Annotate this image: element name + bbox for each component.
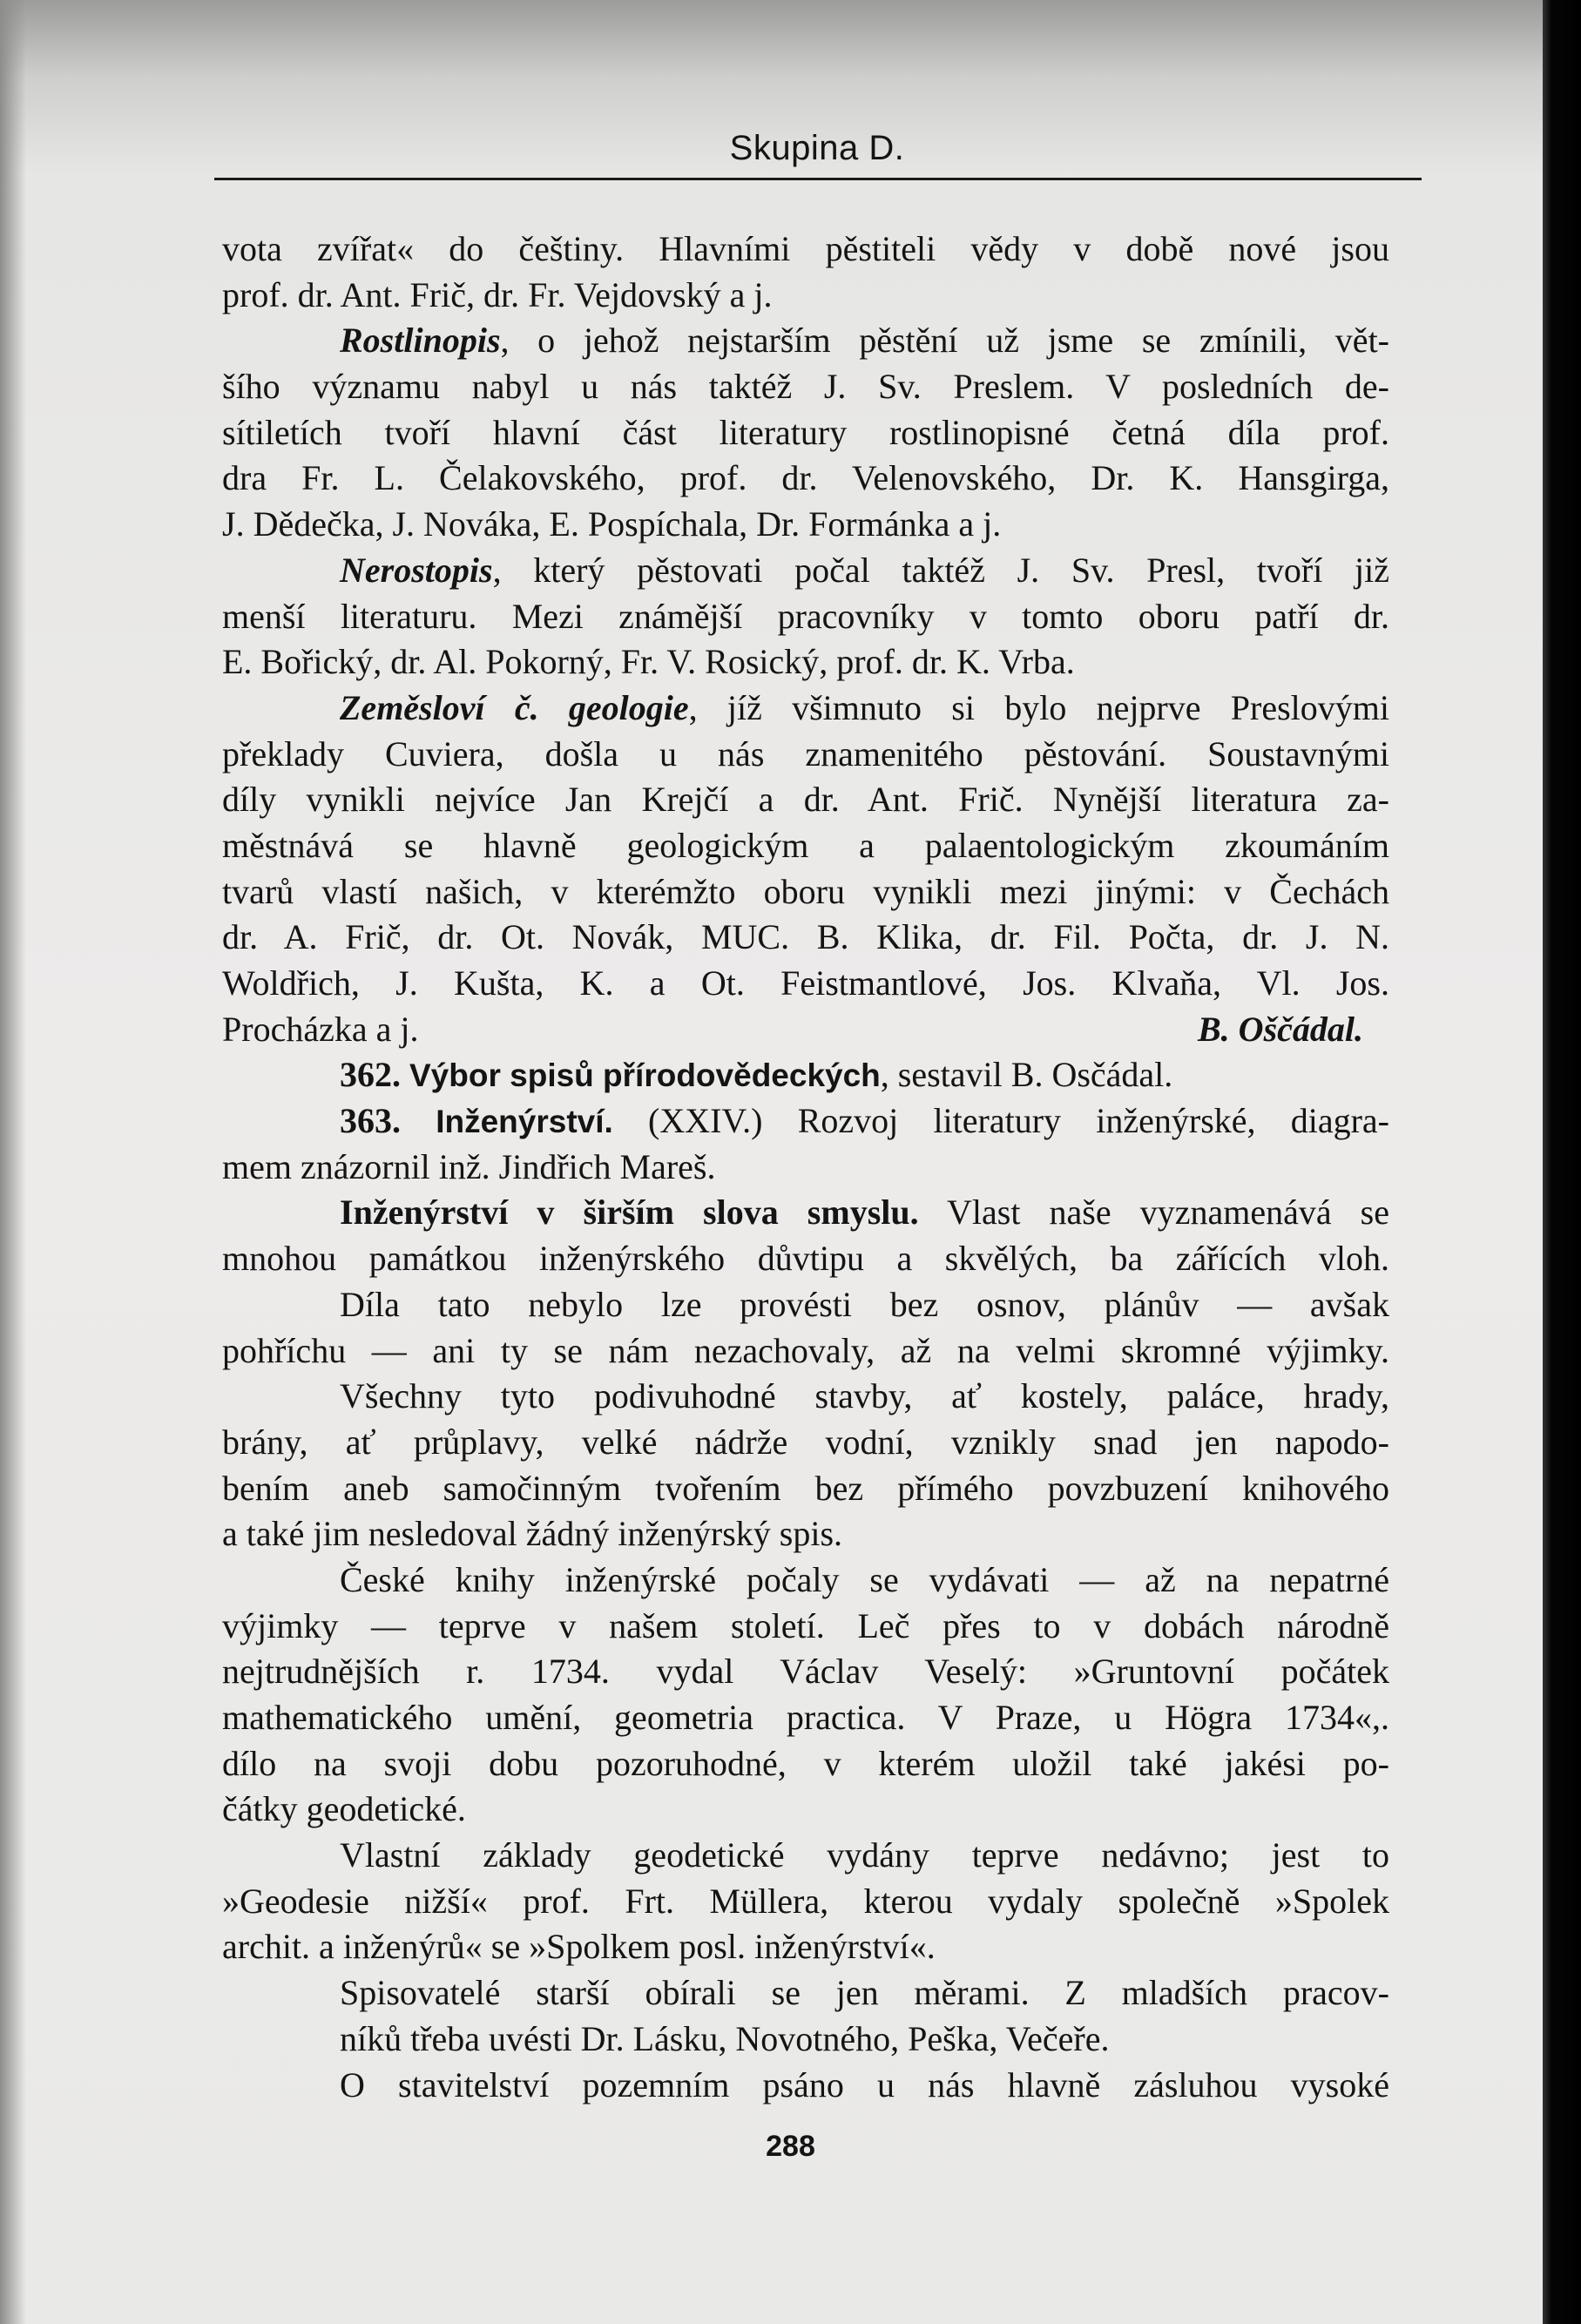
text-line: Nerostopis, který pěstovati počal taktéž J. Sv. Presl, tvoří již [340, 550, 1389, 590]
text-line: nejtrudnějších r. 1734. vydal Václav Veselý: »Gruntovní počátek [222, 1652, 1389, 1692]
text-line: šího významu nabyl u nás taktéž J. Sv. Preslem. V posledních de- [222, 367, 1389, 407]
text-line: E. Bořický, dr. Al. Pokorný, Fr. V. Rosický, prof. dr. K. Vrba. [222, 642, 1075, 682]
text-line: mnohou památkou inženýrského důvtipu a skvělých, ba zářících vloh. [222, 1239, 1389, 1279]
running-header: Skupina D. [729, 129, 905, 167]
text-line: výjimky — teprve v našem století. Leč přes to v dobách národně [222, 1605, 1389, 1645]
text-line: pohříchu — ani ty se nám nezachovaly, až na velmi skromné výjimky. [222, 1330, 1389, 1370]
text-line: České knihy inženýrské počaly se vydávati — až na nepatrné [340, 1559, 1389, 1599]
text-line: Spisovatelé starší obírali se jen měrami. Z mladších pracov- [340, 1973, 1389, 2013]
text-line: menší literaturu. Mezi známější pracovníky v tomto oboru patří dr. [222, 596, 1389, 636]
text-line: Procházka a j. B. Oščádal. [222, 1007, 1389, 1053]
text-line: níků třeba uvésti Dr. Lásku, Novotného, Peška, Večeře. [340, 2018, 1110, 2058]
entry-number: 363. [340, 1101, 401, 1141]
text-line: brány, ať průplavy, velké nádrže vodní, vznikly snad jen napodo- [222, 1422, 1389, 1462]
text-line: »Geodesie nižší« prof. Frt. Müllera, kterou vydaly společně »Spolek [222, 1881, 1389, 1921]
text-line: vota zvířat« do češtiny. Hlavními pěstiteli vědy v době nové jsou [222, 229, 1389, 268]
text-line: dra Fr. L. Čelakovského, prof. dr. Velenovského, Dr. K. Hansgirga, [222, 458, 1389, 498]
text-line: a také jim nesledoval žádný inženýrský spis. [222, 1514, 843, 1554]
header-rule [214, 178, 1422, 180]
text-line: čátky geodetické. [222, 1789, 466, 1829]
text-line: Díla tato nebylo lze provésti bez osnov, plánův — avšak [340, 1284, 1389, 1324]
topic-heading: Zeměsloví č. geologie [340, 687, 689, 727]
text-line: městnává se hlavně geologickým a palaentologickým zkoumáním [222, 825, 1389, 865]
text-line: sítiletích tvoří hlavní část literatury rostlinopisné četná díla prof. [222, 412, 1389, 452]
text-line: Inženýrství v širším slova smyslu. Vlast naše vyznamenává se [340, 1192, 1389, 1233]
page-number: 288 [766, 2130, 815, 2163]
text-line: bením aneb samočinným tvořením bez přímého povzbuzení knihového [222, 1468, 1389, 1508]
text-line: tvarů vlastí našich, v kterémžto oboru vynikli mezi jinými: v Čechách [222, 871, 1389, 911]
text-line: Rostlinopis, o jehož nejstarším pěstění už jsme se zmínili, vět- [340, 321, 1389, 361]
entry-number: 362. [340, 1055, 401, 1095]
topic-heading: Nerostopis [340, 550, 493, 590]
text-line: archit. a inženýrů« se »Spolkem posl. inženýrství«. [222, 1927, 936, 1967]
text-line: mathematického umění, geometria practica. V Praze, u Högra 1734«,. [222, 1698, 1389, 1737]
text-line: prof. dr. Ant. Frič, dr. Fr. Vejdovský a j. [222, 274, 773, 314]
entry-title: Inženýrství. [436, 1104, 613, 1140]
entry-362: 362. Výbor spisů přírodovědeckých, sestavil B. Osčádal. [340, 1055, 1173, 1095]
text-line: O stavitelství pozemním psáno u nás hlavně zásluhou vysoké [340, 2064, 1389, 2104]
text-line: dr. A. Frič, dr. Ot. Novák, MUC. B. Klika, dr. Fil. Počta, dr. J. N. [222, 917, 1389, 957]
text-line: mem znázornil inž. Jindřich Mareš. [222, 1146, 716, 1186]
section-heading: Inženýrství v širším slova smyslu. [340, 1192, 919, 1233]
text-line: Všechny tyto podivuhodné stavby, ať kostely, paláce, hrady, [340, 1376, 1389, 1416]
body-text [222, 226, 1389, 2108]
entry-363: 363. Inženýrství. (XXIV.) Rozvoj literatury inženýrské, diagra- [340, 1101, 1390, 1141]
topic-heading: Rostlinopis [340, 321, 501, 361]
text-line: Zeměsloví č. geologie, jíž všimnuto si bylo nejprve Preslovými [340, 687, 1389, 727]
text-line: Vlastní základy geodetické vydány teprve nedávno; jest to [340, 1835, 1389, 1875]
text-line: Woldřich, J. Kušta, K. a Ot. Feistmantlové, Jos. Klvaňa, Vl. Jos. [222, 963, 1389, 1003]
text-line: díly vynikli nejvíce Jan Krejčí a dr. Ant. Frič. Nynější literatura za- [222, 780, 1389, 820]
author-signature: B. Oščádal. [1198, 1009, 1363, 1049]
text-line: dílo na svoji dobu pozoruhodné, v kterém uložil také jakési po- [222, 1743, 1389, 1783]
text-line: J. Dědečka, J. Nováka, E. Pospíchala, Dr. Formánka a j. [222, 504, 1002, 544]
page-edge-shadow-left [0, 0, 26, 2324]
text-line: překlady Cuviera, došla u nás znamenitého pěstování. Soustavnými [222, 733, 1389, 774]
entry-title: Výbor spisů přírodovědeckých [409, 1057, 881, 1094]
page-edge-shadow-right [1543, 0, 1581, 2324]
